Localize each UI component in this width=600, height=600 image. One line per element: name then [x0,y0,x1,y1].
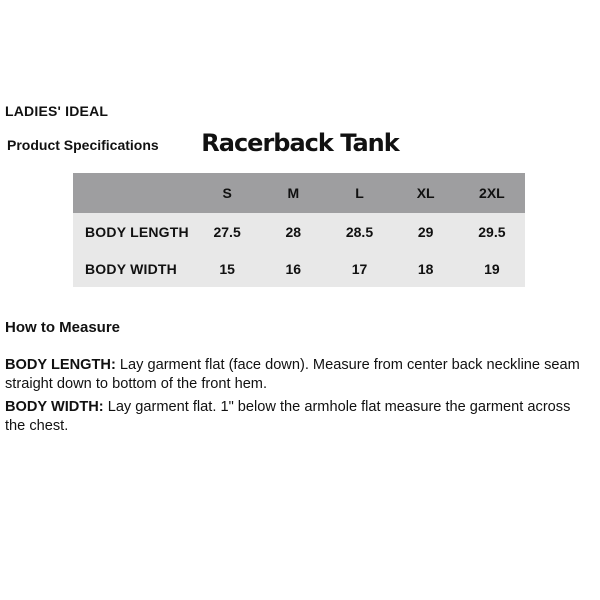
measure-instructions [5,356,594,440]
cell-value: 16 [260,250,326,287]
size-column-l: L [326,173,392,213]
section-label: Product Specifications [7,137,159,153]
cell-value: 28.5 [326,213,392,250]
cell-value: 29 [393,213,459,250]
cell-value: 19 [459,250,525,287]
size-column-s: S [194,173,260,213]
cell-value: 17 [326,250,392,287]
measure-term: BODY WIDTH: [5,399,104,415]
cell-value: 29.5 [459,213,525,250]
size-column-xl: XL [393,173,459,213]
table-row-body-length [73,213,525,250]
measure-description: Lay garment flat. 1" below the armhole flat measure the garment across the chest. [5,399,571,434]
measure-term: BODY LENGTH: [5,357,116,373]
spec-table-corner-cell [73,173,194,213]
cell-value: 28 [260,213,326,250]
row-label: BODY LENGTH [73,213,194,250]
size-column-m: M [260,173,326,213]
how-to-measure-heading: How to Measure [5,319,121,336]
row-label: BODY WIDTH [73,250,194,287]
measure-item-body-length [5,356,594,394]
cell-value: 15 [194,250,260,287]
product-title: Racerback Tank [201,129,399,157]
spec-table [73,173,525,287]
spec-table-header-row [73,173,525,213]
brand-title: LADIES' IDEAL [5,103,109,119]
cell-value: 27.5 [194,213,260,250]
cell-value: 18 [393,250,459,287]
table-row-body-width [73,250,525,287]
size-column-2xl: 2XL [459,173,525,213]
measure-item-body-width [5,398,594,436]
measure-description: Lay garment flat (face down). Measure from center back neckline seam straight down to bottom of the front hem. [5,357,580,392]
